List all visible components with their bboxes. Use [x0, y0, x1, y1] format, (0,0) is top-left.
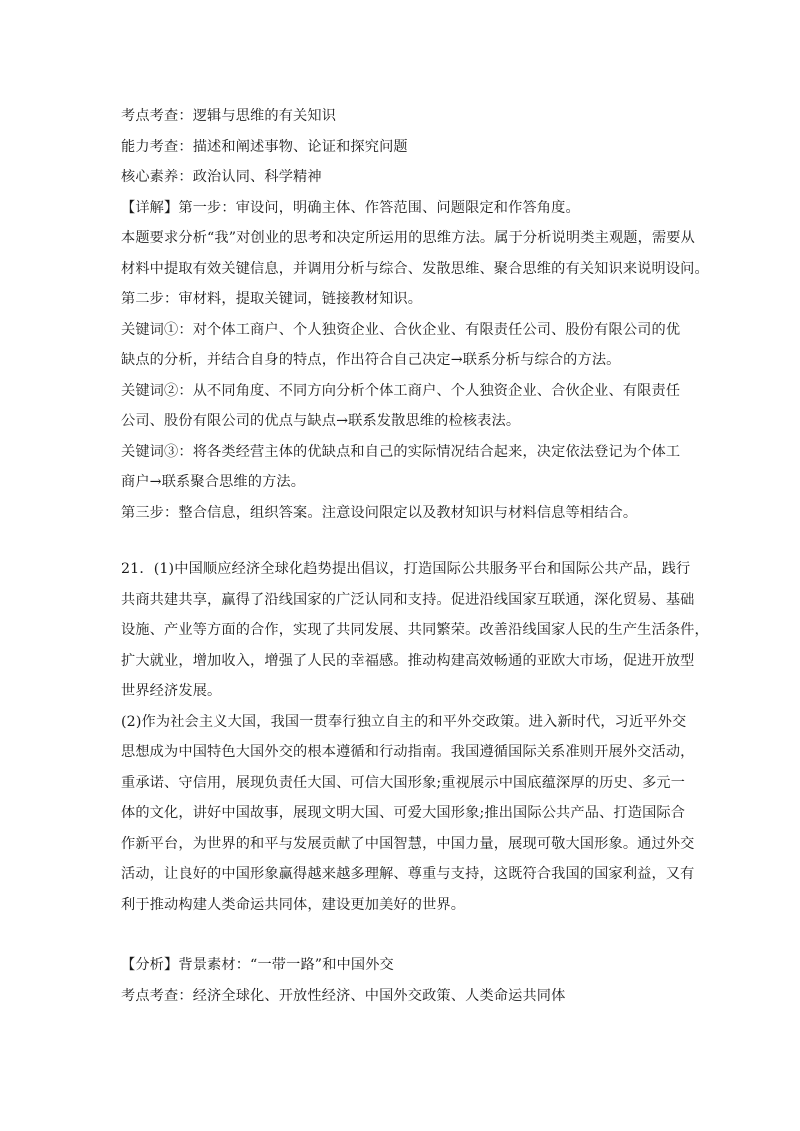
answer-section-21: [121, 554, 709, 920]
text-line: 考点考查：经济全球化、开放性经济、中国外交政策、人类命运共同体: [121, 987, 566, 1004]
text-line: 材料中提取有效关键信息，并调用分析与综合、发散思维、聚合思维的有关知识来说明设问。: [121, 260, 709, 277]
text-line: 利于推动构建人类命运共同体，建设更加美好的世界。: [121, 896, 466, 913]
text-line: 关键词③：将各类经营主体的优缺点和自己的实际情况结合起来，决定依法登记为个体工: [121, 443, 681, 460]
text-line: 缺点的分析，并结合自身的特点，作出符合自己决定→联系分析与综合的方法。: [121, 352, 621, 368]
text-line: 体的文化，讲好中国故事，展现文明大国、可爱大国形象;推出国际公共产品、打造国际合: [121, 805, 686, 821]
text-line: 【详解】第一步：审设问，明确主体、作答范围、问题限定和作答角度。: [121, 199, 580, 216]
text-line: 商户→联系聚合思维的方法。: [121, 474, 306, 490]
text-line: 共商共建共享，赢得了沿线国家的广泛认同和支持。促进沿线国家互联通，深化贸易、基础: [121, 591, 695, 608]
text-line: 第二步：审材料，提取关键词，链接教材知识。: [121, 291, 423, 307]
text-line: 设施、产业等方面的合作，实现了共同发展、共同繁荣。改善沿线国家人民的生产生活条件，: [121, 622, 709, 638]
text-line: 能力考查：描述和阐述事物、论证和探究问题: [121, 138, 408, 155]
text-line: 重承诺、守信用，展现负责任大国、可信大国形象;重视展示中国底蕴深厚的历史、多元一: [121, 774, 686, 791]
text-line: 扩大就业，增加收入，增强了人民的幸福感。推动构建高效畅通的亚欧大市场，促进开放型: [121, 652, 695, 669]
text-line: 作新平台，为世界的和平与发展贡献了中国智慧，中国力量，展现可敬大国形象。通过外交: [121, 835, 695, 852]
text-line: 核心素养：政治认同、科学精神: [121, 169, 322, 185]
analysis-section: [121, 101, 709, 528]
page-content: [121, 101, 709, 1011]
text-line: 21．(1)中国顺应经济全球化趋势提出倡议，打造国际公共服务平台和国际公共产品，践行: [121, 561, 691, 577]
text-line: 第三步：整合信息，组织答案。注意设问限定以及教材知识与材料信息等相结合。: [121, 504, 638, 521]
text-line: 考点考查：逻辑与思维的有关知识: [121, 108, 337, 124]
paragraph-gap: [121, 920, 681, 950]
text-line: 思想成为中国特色大国外交的根本遵循和行动指南。我国遵循国际关系准则开展外交活动，: [121, 744, 695, 760]
text-line: 关键词①：对个体工商户、个人独资企业、合伙企业、有限责任公司、股份有限公司的优: [121, 321, 681, 338]
text-line: 关键词②：从不同角度、不同方向分析个体工商户、个人独资企业、合伙企业、有限责任: [121, 382, 681, 399]
analysis-section-21: [121, 950, 681, 1011]
text-line: 【分析】背景素材：“一带一路”和中国外交: [121, 957, 394, 973]
text-line: 世界经济发展。: [121, 683, 222, 699]
text-line: 本题要求分析“我”对创业的思考和决定所运用的思维方法。属于分析说明类主观题，需要从: [121, 230, 695, 246]
text-line: (2)作为社会主义大国，我国一贯奉行独立自主的和平外交政策。进入新时代，习近平外交: [121, 713, 687, 730]
text-line: 活动，让良好的中国形象赢得越来越多理解、尊重与支持，这既符合我国的国家利益，又有: [121, 866, 695, 882]
paragraph-gap: [121, 528, 681, 554]
text-line: 公司、股份有限公司的优点与缺点→联系发散思维的检核表法。: [121, 413, 521, 429]
